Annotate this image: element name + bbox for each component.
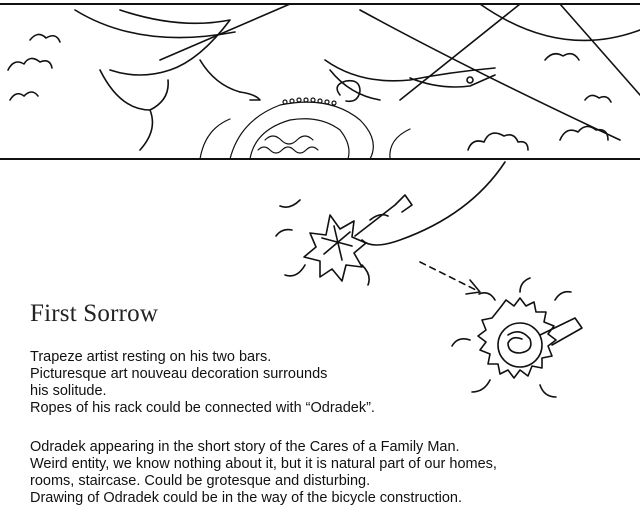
trapeze-panel: [0, 4, 640, 159]
transition-arrow: [420, 262, 476, 290]
description-line: Odradek appearing in the short story of the Cares of a Family Man.: [30, 439, 460, 455]
description-line: Picturesque art nouveau decoration surrounds: [30, 366, 328, 382]
description-line: his solitude.: [30, 383, 107, 399]
odradek-figure-1: [276, 195, 412, 285]
description-paragraph-2: [30, 439, 497, 507]
arrow-head-icon: [466, 280, 480, 294]
art-nouveau-ornament: [200, 98, 410, 159]
description-line: Ropes of his rack could be connected with “Odradek”.: [30, 400, 375, 416]
odradek-rope: [362, 162, 505, 245]
odradek-figure-2: [452, 278, 582, 397]
description-line: Weird entity, we know nothing about it, but it is natural part of our homes,: [30, 456, 497, 472]
description-line: Drawing of Odradek could be in the way of the bicycle construction.: [30, 490, 463, 506]
trapeze-ropes: [75, 4, 640, 140]
page-title: First Sorrow: [30, 300, 159, 327]
cloud-left-icon: [8, 34, 60, 100]
trapeze-artist: [100, 10, 495, 150]
description-paragraph-1: [30, 349, 375, 417]
description-line: rooms, staircase. Could be grotesque and disturbing.: [30, 473, 371, 489]
description-line: Trapeze artist resting on his two bars.: [30, 349, 272, 365]
